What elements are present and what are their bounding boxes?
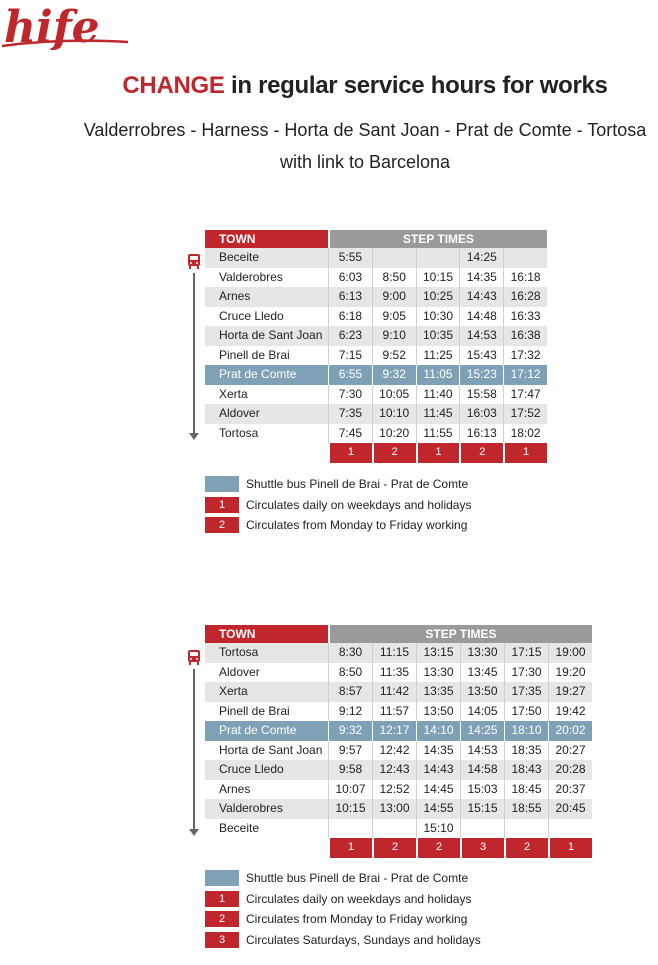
legend-row — [205, 930, 481, 951]
service-code-badge: 1 — [328, 443, 372, 463]
step-time: 17:15 — [504, 643, 548, 663]
step-time: 10:05 — [372, 385, 416, 405]
step-time: 6:03 — [328, 268, 372, 288]
table-row — [205, 346, 547, 366]
step-time: 11:55 — [416, 424, 460, 444]
table-row — [205, 741, 592, 761]
step-time: 9:12 — [328, 702, 372, 722]
step-time: 10:20 — [372, 424, 416, 444]
step-time: 10:10 — [372, 404, 416, 424]
town-name: Xerta — [205, 682, 328, 702]
step-time: 15:10 — [416, 819, 460, 839]
page-title — [0, 72, 658, 100]
service-code-badge: 2 — [372, 443, 416, 463]
town-name: Aldover — [205, 404, 328, 424]
service-code-badge: 1 — [548, 838, 592, 858]
service-code-badge: 2 — [205, 517, 239, 533]
step-time: 9:32 — [372, 365, 416, 385]
step-time — [372, 248, 416, 268]
step-time: 13:35 — [416, 682, 460, 702]
step-time — [460, 819, 504, 839]
step-time: 14:10 — [416, 721, 460, 741]
step-time: 9:05 — [372, 307, 416, 327]
step-time: 7:35 — [328, 404, 372, 424]
step-time: 15:43 — [459, 346, 503, 366]
step-time: 6:55 — [328, 365, 372, 385]
table-row — [205, 702, 592, 722]
step-times-header: STEP TIMES — [328, 625, 592, 643]
town-name: Xerta — [219, 386, 248, 401]
step-time: 18:55 — [504, 799, 548, 819]
step-time: 14:53 — [460, 741, 504, 761]
step-time: 12:52 — [372, 780, 416, 800]
table-row — [205, 307, 547, 327]
step-time: 11:15 — [372, 643, 416, 663]
step-time: 14:25 — [459, 248, 503, 268]
legend-row — [205, 495, 471, 516]
service-code-badge: 1 — [416, 443, 460, 463]
step-time: 13:30 — [416, 663, 460, 683]
step-time: 14:48 — [459, 307, 503, 327]
service-code-badge: 1 — [205, 497, 239, 513]
svg-text:hife: hife — [4, 2, 100, 50]
step-time: 13:45 — [460, 663, 504, 683]
step-time: 13:50 — [460, 682, 504, 702]
step-time: 15:23 — [459, 365, 503, 385]
step-time: 6:23 — [328, 326, 372, 346]
step-time: 11:40 — [416, 385, 460, 405]
step-time: 14:35 — [459, 268, 503, 288]
table-row — [205, 760, 592, 780]
step-time: 12:42 — [372, 741, 416, 761]
step-time: 7:45 — [328, 424, 372, 444]
step-time: 19:42 — [548, 702, 592, 722]
town-name: Valderobres — [205, 799, 328, 819]
table-row — [205, 268, 547, 288]
step-time: 16:28 — [503, 287, 547, 307]
town-name: Tortosa — [219, 425, 259, 440]
step-time: 11:45 — [416, 404, 460, 424]
step-time: 14:43 — [459, 287, 503, 307]
route-subtitle: Valderrobres - Harness - Horta de Sant Joan - Prat de Comte - Tortosa — [83, 120, 647, 140]
step-time: 17:30 — [504, 663, 548, 683]
table-row — [205, 663, 592, 683]
legend-row — [205, 889, 481, 910]
step-time — [503, 248, 547, 268]
route-line — [193, 669, 195, 829]
step-time: 10:35 — [416, 326, 460, 346]
step-time: 17:12 — [503, 365, 547, 385]
service-code-badge: 1 — [328, 838, 372, 858]
legend-row — [205, 515, 471, 536]
step-time: 8:50 — [372, 268, 416, 288]
step-time: 8:50 — [328, 663, 372, 683]
step-time: 12:43 — [372, 760, 416, 780]
bus-icon — [187, 253, 201, 269]
legend-text: Circulates daily on weekdays and holidays — [246, 891, 472, 906]
town-name: Arnes — [219, 781, 251, 796]
service-code-badge: 2 — [504, 838, 548, 858]
legend-text: Circulates from Monday to Friday working — [246, 518, 468, 533]
route-line — [193, 273, 195, 433]
step-time: 8:57 — [328, 682, 372, 702]
link-subtitle: with link to Barcelona — [279, 152, 451, 172]
step-time: 16:38 — [503, 326, 547, 346]
legend-text: Circulates from Monday to Friday working — [246, 912, 468, 927]
table-row — [205, 643, 592, 663]
title-rest: in regular service hours for works — [224, 72, 608, 99]
step-time: 14:43 — [416, 760, 460, 780]
legend-row-shuttle — [205, 474, 471, 495]
step-time: 17:50 — [504, 702, 548, 722]
town-name: Prat de Comte — [205, 721, 328, 741]
legend-text: Circulates daily on weekdays and holidays — [246, 497, 472, 512]
town-name: Arnes — [205, 287, 328, 307]
table-row — [205, 385, 547, 405]
step-time — [328, 819, 372, 839]
legend-text: Shuttle bus Pinell de Brai - Prat de Comte — [246, 871, 469, 886]
town-name: Pinell de Brai — [219, 347, 290, 362]
service-code-badge: 1 — [503, 443, 547, 463]
route-arrow-down-icon — [189, 433, 199, 440]
town-name: Horta de Sant Joan — [205, 326, 328, 346]
step-time: 8:30 — [328, 643, 372, 663]
service-code-badge: 2 — [416, 838, 460, 858]
bus-icon — [187, 649, 201, 665]
step-time: 12:17 — [372, 721, 416, 741]
step-time: 9:10 — [372, 326, 416, 346]
table-row — [205, 799, 592, 819]
step-time — [504, 819, 548, 839]
step-time: 16:13 — [459, 424, 503, 444]
step-time: 18:45 — [504, 780, 548, 800]
step-time: 9:52 — [372, 346, 416, 366]
legend-row — [205, 909, 481, 930]
step-time: 14:58 — [460, 760, 504, 780]
step-time: 14:55 — [416, 799, 460, 819]
step-time: 9:32 — [328, 721, 372, 741]
step-time: 13:30 — [460, 643, 504, 663]
step-time: 16:33 — [503, 307, 547, 327]
step-time: 20:45 — [548, 799, 592, 819]
step-time: 6:18 — [328, 307, 372, 327]
service-code-badge: 3 — [205, 932, 239, 948]
step-time: 14:35 — [416, 741, 460, 761]
shuttle-swatch — [205, 476, 239, 492]
legend-outbound — [205, 474, 471, 536]
step-time: 14:25 — [460, 721, 504, 741]
step-time — [548, 819, 592, 839]
town-name: Pinell de Brai — [219, 703, 290, 718]
step-time: 11:25 — [416, 346, 460, 366]
table-row — [205, 365, 547, 385]
town-name: Prat de Comte — [205, 365, 328, 385]
step-time: 6:13 — [328, 287, 372, 307]
step-time: 10:30 — [416, 307, 460, 327]
step-time: 15:58 — [459, 385, 503, 405]
step-time: 20:27 — [548, 741, 592, 761]
hife-logo — [0, 2, 132, 50]
step-time: 10:15 — [328, 799, 372, 819]
step-time: 17:35 — [504, 682, 548, 702]
step-time: 9:57 — [328, 741, 372, 761]
step-time: 9:00 — [372, 287, 416, 307]
step-time: 11:05 — [416, 365, 460, 385]
step-time: 7:15 — [328, 346, 372, 366]
service-code-badge: 1 — [205, 891, 239, 907]
step-time: 14:45 — [416, 780, 460, 800]
step-time: 18:10 — [504, 721, 548, 741]
town-name: Beceite — [219, 820, 260, 835]
step-time: 13:00 — [372, 799, 416, 819]
step-time: 9:58 — [328, 760, 372, 780]
table-row — [205, 819, 592, 839]
legend-text: Circulates Saturdays, Sundays and holidays — [246, 932, 481, 947]
step-time: 15:15 — [460, 799, 504, 819]
step-times-header: STEP TIMES — [328, 230, 547, 248]
step-time: 14:53 — [459, 326, 503, 346]
step-time: 10:15 — [416, 268, 460, 288]
step-time: 19:20 — [548, 663, 592, 683]
step-time: 11:35 — [372, 663, 416, 683]
legend-text: Shuttle bus Pinell de Brai - Prat de Comte — [246, 477, 469, 492]
step-time: 18:35 — [504, 741, 548, 761]
legend-return — [205, 868, 481, 950]
step-time: 19:27 — [548, 682, 592, 702]
town-name: Valderobres — [219, 269, 283, 284]
title-accent: CHANGE — [122, 72, 225, 99]
step-time — [416, 248, 460, 268]
shuttle-swatch — [205, 870, 239, 886]
table-row — [205, 287, 547, 307]
step-time — [372, 819, 416, 839]
service-code-badge: 2 — [205, 911, 239, 927]
step-time: 17:52 — [503, 404, 547, 424]
step-time: 20:28 — [548, 760, 592, 780]
timetable-return — [205, 625, 592, 858]
town-column-header: TOWN — [205, 625, 328, 643]
step-time: 20:37 — [548, 780, 592, 800]
town-name: Cruce Lledo — [219, 308, 284, 323]
step-time: 10:25 — [416, 287, 460, 307]
timetable-outbound — [205, 230, 547, 463]
table-row — [205, 721, 592, 741]
step-time: 5:55 — [328, 248, 372, 268]
step-time: 14:05 — [460, 702, 504, 722]
town-name: Cruce Lledo — [205, 760, 328, 780]
step-time: 13:50 — [416, 702, 460, 722]
table-row — [205, 780, 592, 800]
route-arrow-down-icon — [189, 829, 199, 836]
step-time: 18:43 — [504, 760, 548, 780]
step-time: 13:15 — [416, 643, 460, 663]
town-name: Aldover — [219, 664, 260, 679]
step-time: 18:02 — [503, 424, 547, 444]
table-row — [205, 682, 592, 702]
step-time: 17:32 — [503, 346, 547, 366]
table-row — [205, 424, 547, 444]
step-time: 7:30 — [328, 385, 372, 405]
legend-row-shuttle — [205, 868, 481, 889]
step-time: 11:42 — [372, 682, 416, 702]
service-code-badge: 2 — [372, 838, 416, 858]
table-row — [205, 248, 547, 268]
table-row — [205, 326, 547, 346]
step-time: 17:47 — [503, 385, 547, 405]
step-time: 19:00 — [548, 643, 592, 663]
step-time: 10:07 — [328, 780, 372, 800]
step-time: 20:02 — [548, 721, 592, 741]
town-name: Tortosa — [205, 643, 328, 663]
town-name: Beceite — [205, 248, 328, 268]
step-time: 16:03 — [459, 404, 503, 424]
step-time: 11:57 — [372, 702, 416, 722]
service-code-badge: 2 — [459, 443, 503, 463]
town-column-header: TOWN — [205, 230, 328, 248]
town-name: Horta de Sant Joan — [219, 742, 323, 757]
table-row — [205, 404, 547, 424]
step-time: 16:18 — [503, 268, 547, 288]
step-time: 15:03 — [460, 780, 504, 800]
service-code-badge: 3 — [460, 838, 504, 858]
